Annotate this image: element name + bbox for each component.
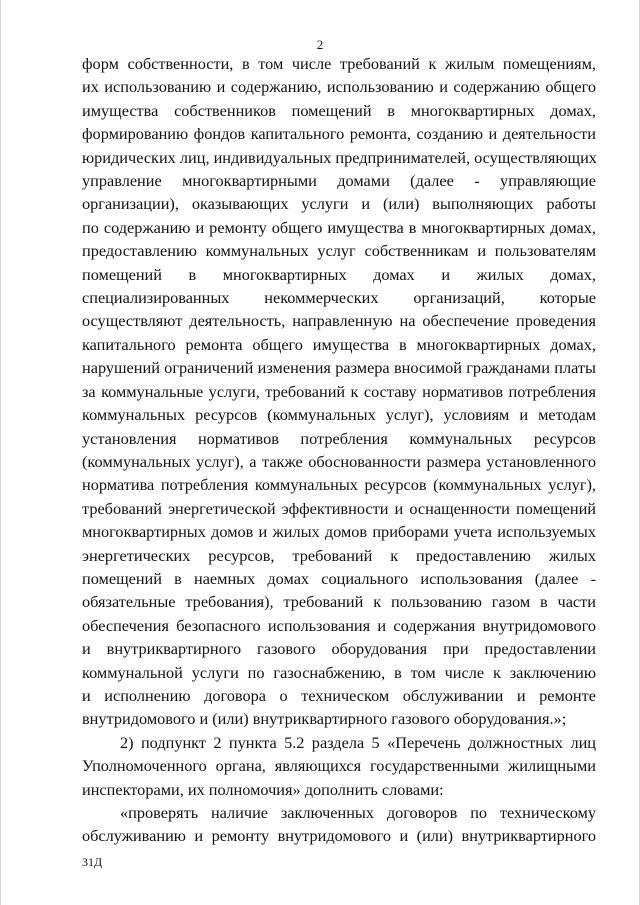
text-line: их использованию и содержанию, использованию и содержанию общего [82,77,596,97]
text-line: капитального ремонта общего имущества в многоквартирных домах, [82,334,596,354]
text-line: многоквартирных домов и жилых домов приборами учета используемых [82,522,596,542]
text-line: организации), оказывающих услуги и (или) выполняющих работы [82,194,596,214]
body-text [82,52,596,848]
text-line: осуществляют деятельность, направленную на обеспечение проведения [82,311,596,331]
page-left-edge [0,0,1,905]
text-line: управление многоквартирными домами (далее - управляющие [82,171,596,191]
page-number: 2 [316,37,324,52]
text-line: и внутриквартирного газового оборудования при предоставлении [82,639,596,659]
text-line: инспекторами, их полномочия» дополнить словами: [82,779,444,799]
text-line: (коммунальных услуг), а также обоснованности размера установленного [82,451,596,471]
text-line: за коммунальные услуги, требований к составу нормативов потребления [82,381,596,401]
text-line: и исполнению договора о техническом обслуживании и ремонте [82,685,596,705]
text-line: помещений в наемных домах социального использования (далее - [82,568,596,588]
text-line: коммунальных ресурсов (коммунальных услуг), условиям и методам [82,405,596,425]
text-line: нарушений ограничений изменения размера вносимой гражданами платы [82,358,596,378]
text-line: норматива потребления коммунальных ресурсов (коммунальных услуг), [82,475,596,495]
text-line: 2) подпункт 2 пункта 5.2 раздела 5 «Перечень должностных лиц [120,732,596,752]
text-line: юридических лиц, индивидуальных предпринимателей, осуществляющих [82,147,597,167]
text-line: энергетических ресурсов, требований к предоставлению жилых [82,545,596,565]
text-line: Уполномоченного органа, являющихся государственными жилищными [82,756,596,776]
text-line: формированию фондов капитального ремонта, созданию и деятельности [82,124,596,144]
text-line: обеспечения безопасного использования и содержания внутридомового [82,615,596,635]
text-line: имущества собственников помещений в многоквартирных домах, [82,100,596,120]
text-line: обязательные требования), требований к пользованию газом в части [82,592,596,612]
text-line: по содержанию и ремонту общего имущества в многоквартирных домах, [82,217,596,237]
text-line: обслуживанию и ремонту внутридомового и (или) внутриквартирного [82,826,596,846]
text-line: помещений в многоквартирных домах и жилых домах, [82,264,596,284]
text-line: требований энергетической эффективности и оснащенности помещений [82,498,596,518]
text-line: внутридомового и (или) внутриквартирного газового оборудования.»; [82,709,567,729]
text-line: специализированных некоммерческих организаций, которые [82,288,596,308]
document-code: 31Д [82,855,103,869]
text-line: предоставлению коммунальных услуг собственникам и пользователям [82,241,596,261]
text-line: «проверять наличие заключенных договоров по техническому [120,803,596,822]
text-line: форм собственности, в том числе требований к жилым помещениям, [82,54,596,73]
text-line: коммунальной услуги по газоснабжению, в том числе к заключению [82,662,596,682]
text-line: установления нормативов потребления коммунальных ресурсов [82,428,596,448]
